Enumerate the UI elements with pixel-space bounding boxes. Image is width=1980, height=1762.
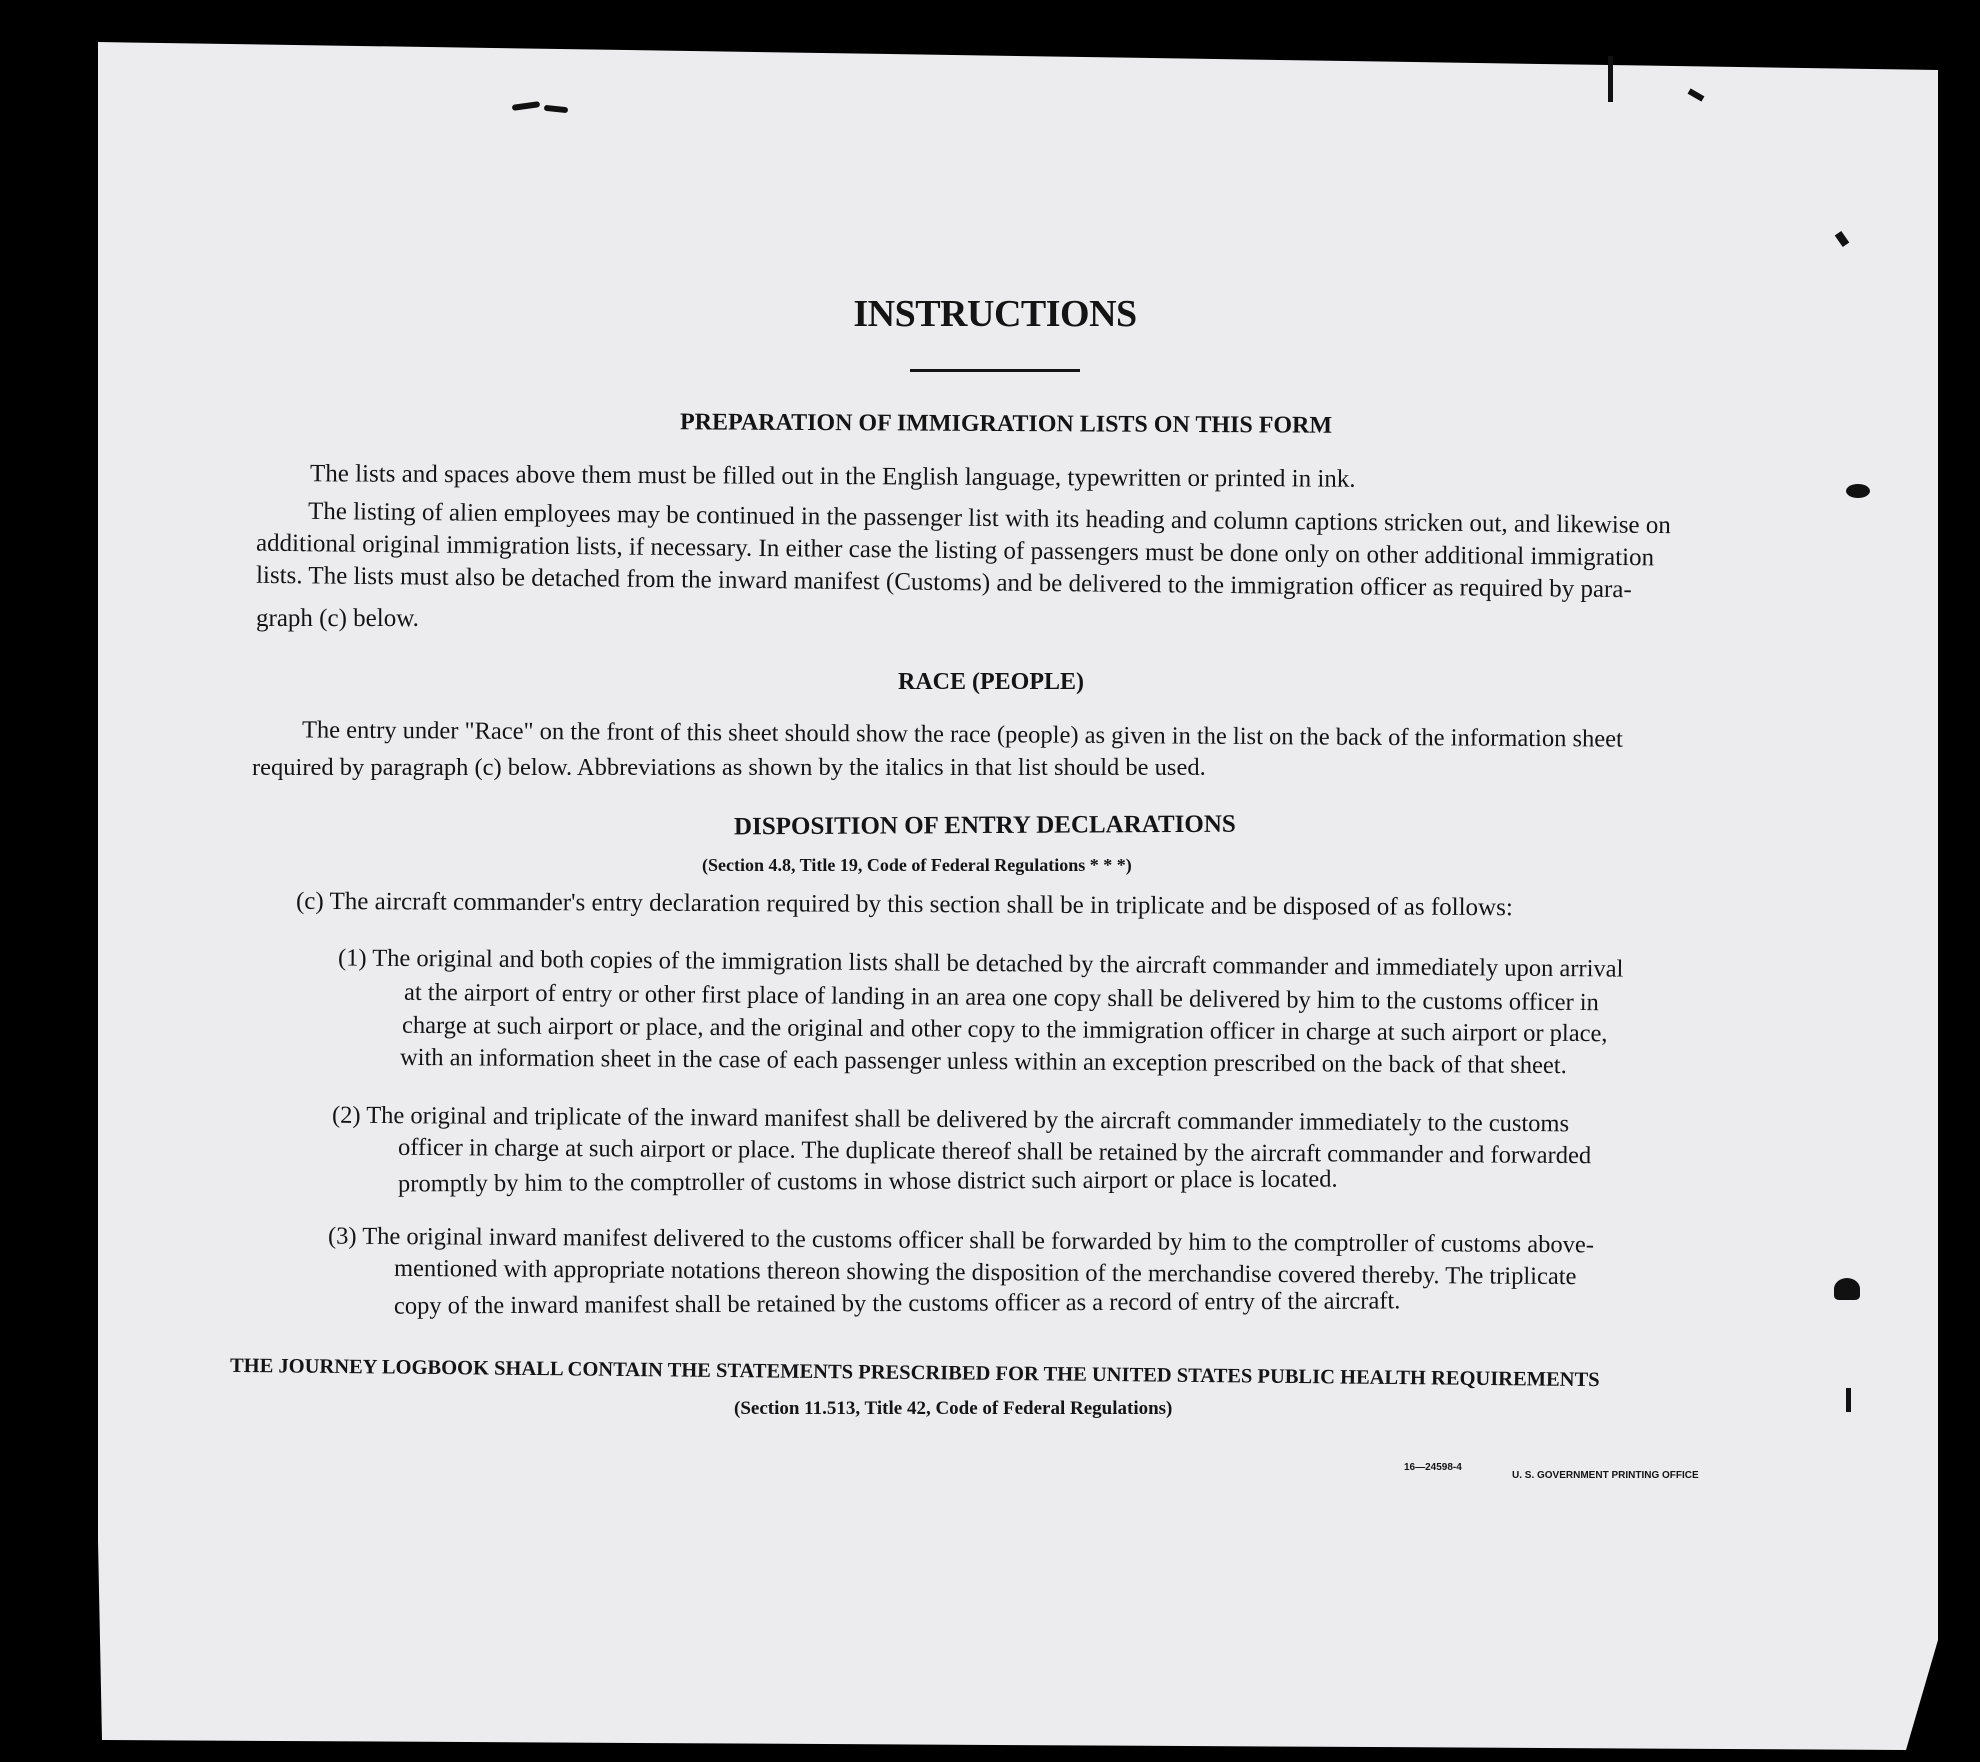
item-1-line: (1) The original and both copies of the immigration lists shall be detached by the aircraft commander and immediately upon arrival (337, 944, 1624, 983)
disposition-intro: (c) The aircraft commander's entry declaration required by this section shall be in triplicate and be disposed of as follows: (295, 887, 1513, 922)
ink-mark (1834, 1278, 1860, 1300)
section-heading-race: RACE (PEOPLE) (898, 669, 1084, 695)
disposition-citation: (Section 4.8, Title 19, Code of Federal Regulations * * *) (702, 855, 1132, 875)
title-divider (910, 369, 1080, 372)
section-heading-preparation: PREPARATION OF IMMIGRATION LISTS ON THIS FORM (679, 409, 1333, 439)
footer-statement: THE JOURNEY LOGBOOK SHALL CONTAIN THE STATEMENTS PRESCRIBED FOR THE UNITED STATES PUBLIC HEALTH REQUIREMENTS (229, 1354, 1600, 1392)
item-3-line: (3) The original inward manifest delivered to the customs officer shall be forwarded by him to the comptroller of customs above- (327, 1222, 1595, 1259)
form-number: 16—24598-4 (1404, 1462, 1462, 1473)
preparation-line: The listing of alien employees may be continued in the passenger list with its heading and column captions stricken out, and likewise on (307, 497, 1671, 540)
item-3-line: copy of the inward manifest shall be retained by the customs officer as a record of entry of the aircraft. (393, 1287, 1401, 1320)
item-1-line: charge at such airport or place, and the original and other copy to the immigration officer in charge at such airport or place, (401, 1011, 1608, 1048)
printer-imprint: U. S. GOVERNMENT PRINTING OFFICE (1512, 1470, 1699, 1481)
item-1-line: at the airport of entry or other first place of landing in an area one copy shall be delivered by him to the customs officer in (403, 978, 1599, 1017)
item-2-line: promptly by him to the comptroller of customs in whose district such airport or place is located. (397, 1165, 1338, 1198)
preparation-line: lists. The lists must also be detached from the inward manifest (Customs) and be delivered to the immigration officer as required by para- (255, 561, 1632, 604)
ink-mark (1846, 484, 1870, 498)
item-1-line: with an information sheet in the case of each passenger unless within an exception prescribed on the back of that sheet. (399, 1043, 1567, 1080)
footer-citation: (Section 11.513, Title 42, Code of Federal Regulations) (734, 1398, 1173, 1419)
race-line: The entry under "Race" on the front of this sheet should show the race (people) as given in the list on the back of the information sheet (301, 716, 1623, 753)
item-2-line: officer in charge at such airport or place. The duplicate thereof shall be retained by the aircraft commander and forwarded (397, 1133, 1592, 1170)
ink-mark (1608, 56, 1613, 102)
preparation-line: The lists and spaces above them must be filled out in the English language, typewritten or printed in ink. (309, 460, 1356, 493)
item-2-line: (2) The original and triplicate of the inward manifest shall be delivered by the aircraft commander immediately to the customs (331, 1101, 1570, 1138)
section-heading-disposition: DISPOSITION OF ENTRY DECLARATIONS (733, 810, 1236, 841)
ink-mark (1846, 1388, 1851, 1412)
page-title: INSTRUCTIONS (853, 293, 1137, 335)
race-line: required by paragraph (c) below. Abbreviations as shown by the italics in that list should be used. (252, 754, 1206, 781)
preparation-line: additional original immigration lists, if necessary. In either case the listing of passengers must be done only on other additional immigration (255, 529, 1655, 572)
preparation-line: graph (c) below. (256, 605, 419, 632)
item-3-line: mentioned with appropriate notations thereon showing the disposition of the merchandise covered thereby. The triplicate (393, 1254, 1577, 1291)
